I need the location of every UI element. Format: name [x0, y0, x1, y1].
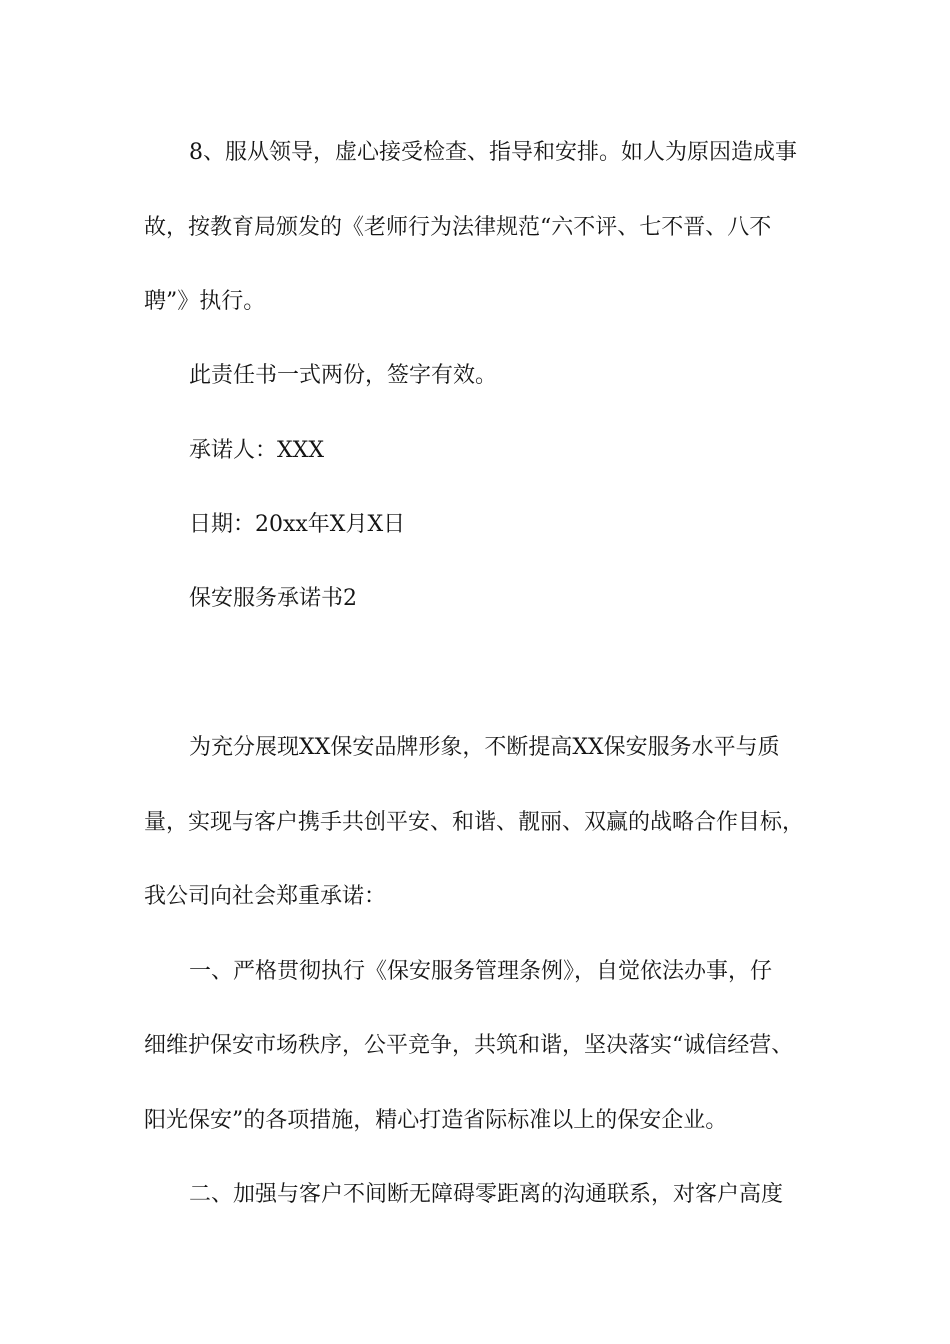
paragraph-line: 二、加强与客户不间断无障碍零距离的沟通联系，对客户高度	[189, 1182, 784, 1207]
section-title: 保安服务承诺书2	[189, 586, 357, 611]
paragraph-line: 一、严格贯彻执行《保安服务管理条例》，自觉依法办事，仔	[189, 959, 773, 984]
date-line: 日期：20xx年X月X日	[189, 512, 406, 537]
paragraph-line: 我公司向社会郑重承诺：	[144, 884, 387, 909]
paragraph-line: 量，实现与客户携手共创平安、和谐、靓丽、双赢的战略合作目标，	[144, 810, 805, 835]
paragraph-line: 阳光保安”的各项措施，精心打造省际标准以上的保安企业。	[144, 1108, 728, 1133]
paragraph-line: 为充分展现XX保安品牌形象，不断提高XX保安服务水平与质	[189, 735, 780, 760]
paragraph-line: 故，按教育局颁发的《老师行为法律规范“六不评、七不晋、八不	[144, 215, 772, 240]
paragraph-line: 聘”》执行。	[144, 289, 266, 314]
paragraph-line: 8、服从领导，虚心接受检查、指导和安排。如人为原因造成事	[189, 140, 797, 165]
paragraph-line: 细维护保安市场秩序，公平竞争，共筑和谐，坚决落实“诚信经营、	[144, 1033, 794, 1058]
copies-note: 此责任书一式两份，签字有效。	[189, 363, 498, 388]
signatory-line: 承诺人：XXX	[189, 438, 324, 463]
